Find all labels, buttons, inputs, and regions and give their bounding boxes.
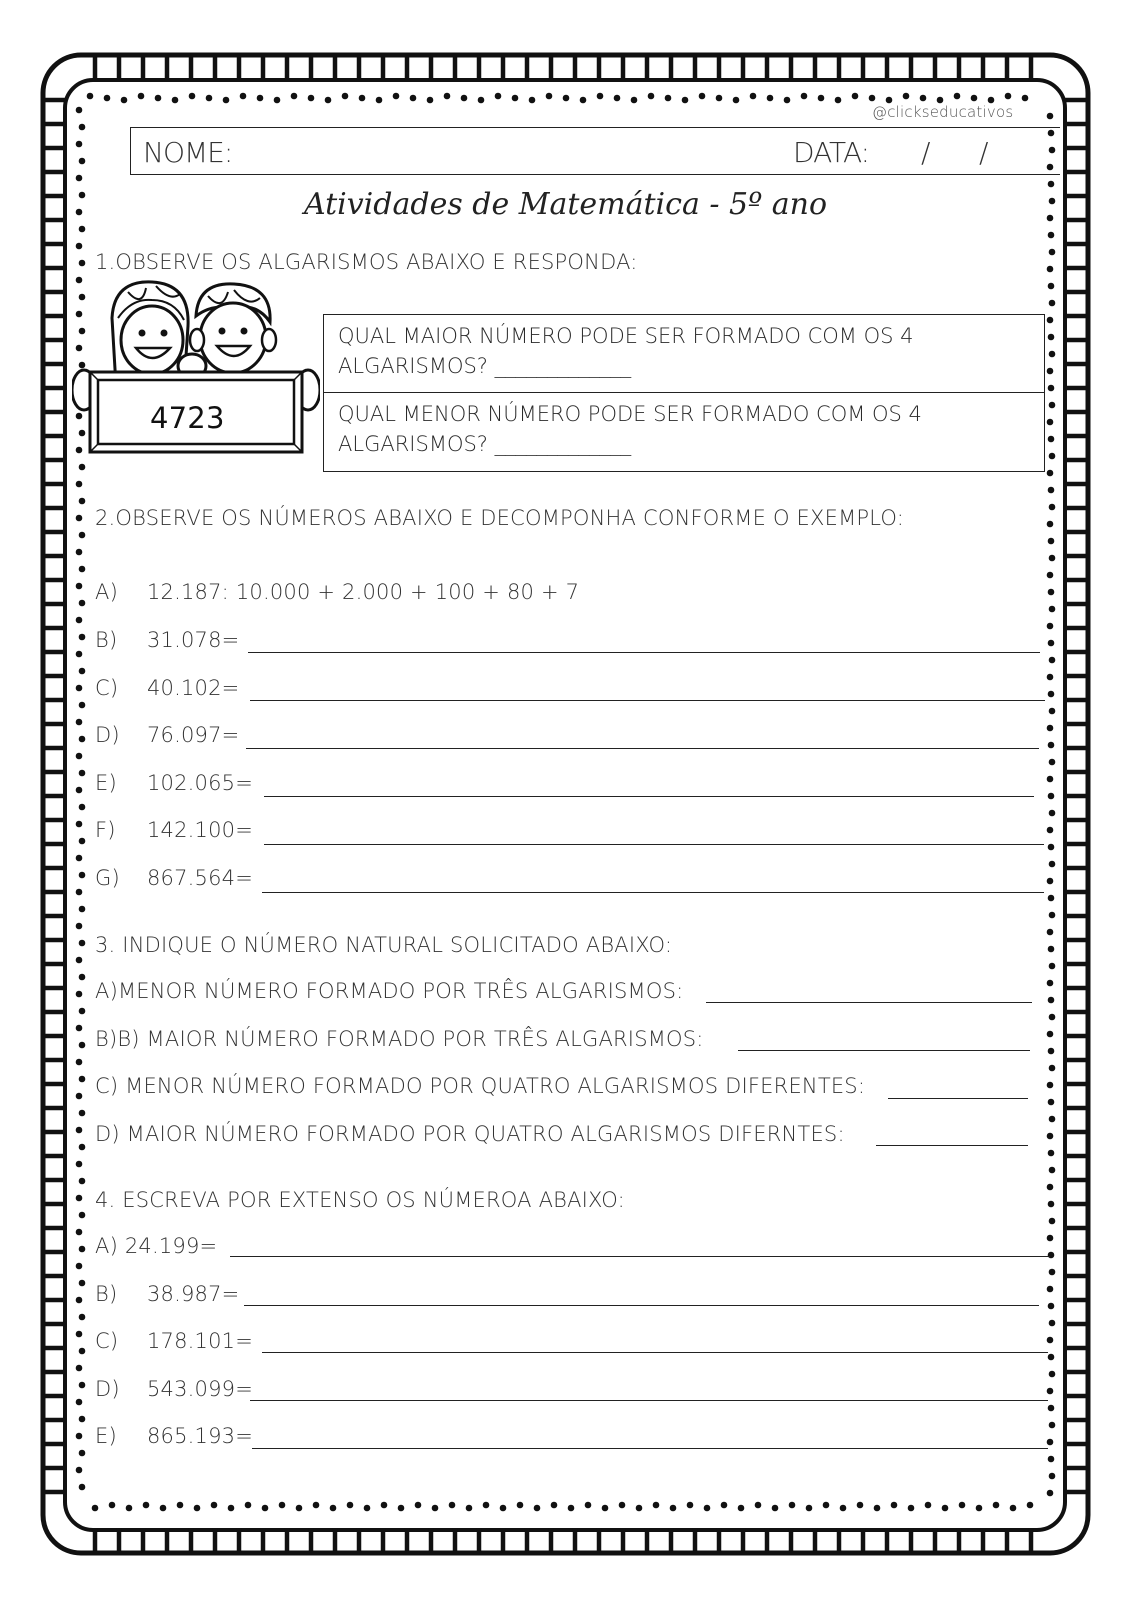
q3-item-a: A)MENOR NÚMERO FORMADO POR TRÊS ALGARISMOS: (95, 979, 684, 1003)
answer-line[interactable] (264, 844, 1044, 845)
answer-line[interactable] (262, 892, 1044, 893)
answer-line[interactable] (264, 796, 1034, 797)
item-text: 12.187: 10.000 + 2.000 + 100 + 80 + 7 (147, 580, 580, 604)
answer-line[interactable] (230, 1256, 1050, 1257)
date-separator: / (979, 136, 989, 169)
name-date-box (130, 127, 1060, 175)
q4-item-a: A) 24.199= (95, 1234, 218, 1258)
q2-item-c (95, 676, 239, 700)
answer-line[interactable] (888, 1098, 1028, 1099)
answer-line[interactable] (262, 1352, 1048, 1353)
answer-line[interactable] (738, 1050, 1030, 1051)
item-text: 40.102= (147, 676, 240, 700)
item-text: 31.078= (147, 628, 240, 652)
q4-item-c (95, 1329, 253, 1353)
q2-item-b (95, 628, 239, 652)
item-label: E) (95, 771, 117, 795)
item-label: B) (95, 628, 118, 652)
item-text: 102.065= (147, 771, 254, 795)
answer-line[interactable] (706, 1002, 1032, 1003)
q3-item-c: C) MENOR NÚMERO FORMADO POR QUATRO ALGARISMOS DIFERENTES: (95, 1074, 866, 1098)
page-title: Atividades de Matemática - 5º ano (303, 187, 828, 222)
q1-question-largest (324, 315, 1044, 393)
q3-heading: 3. INDIQUE O NÚMERO NATURAL SOLICITADO ABAIXO: (95, 933, 673, 957)
item-text: 865.193= (147, 1424, 254, 1448)
answer-line[interactable] (246, 748, 1039, 749)
question-line: QUAL MAIOR NÚMERO PODE SER FORMADO COM OS 4 (338, 324, 914, 348)
item-label: D) (95, 1377, 120, 1401)
answer-line[interactable] (244, 1305, 1039, 1306)
q4-item-d (95, 1377, 253, 1401)
item-label: F) (95, 818, 116, 842)
item-label: E) (95, 1424, 117, 1448)
question-line[interactable]: ALGARISMOS? _____________ (338, 354, 632, 378)
q1-question-box (323, 314, 1045, 472)
item-text: 543.099= (147, 1377, 254, 1401)
q2-item-f (95, 818, 253, 842)
q2-heading: 2.OBSERVE OS NÚMEROS ABAIXO E DECOMPONHA CONFORME O EXEMPLO: (95, 506, 905, 530)
item-text: 38.987= (147, 1282, 240, 1306)
item-label: C) (95, 676, 119, 700)
date-label: DATA: (793, 136, 870, 169)
answer-line[interactable] (250, 700, 1045, 701)
item-label: A) (95, 580, 118, 604)
q4-heading: 4. ESCREVA POR EXTENSO OS NÚMEROA ABAIXO: (95, 1188, 625, 1212)
item-label: B) (95, 1282, 118, 1306)
item-text: 178.101= (147, 1329, 254, 1353)
answer-line[interactable] (248, 652, 1040, 653)
answer-line[interactable] (876, 1145, 1028, 1146)
item-label: C) (95, 1329, 119, 1353)
item-label: D) (95, 723, 120, 747)
q1-heading: 1.OBSERVE OS ALGARISMOS ABAIXO E RESPONDA: (95, 250, 638, 274)
q2-item-a (95, 580, 579, 604)
item-text: 76.097= (147, 723, 240, 747)
q2-item-g (95, 866, 253, 890)
q3-item-d: D) MAIOR NÚMERO FORMADO POR QUATRO ALGARISMOS DIFERNTES: (95, 1122, 845, 1146)
answer-line[interactable] (252, 1448, 1048, 1449)
item-label: G) (95, 866, 120, 890)
item-text: 867.564= (147, 866, 254, 890)
date-separator: / (921, 136, 931, 169)
q4-item-e (95, 1424, 253, 1448)
answer-line[interactable] (250, 1400, 1048, 1401)
question-line: QUAL MENOR NÚMERO PODE SER FORMADO COM OS 4 (338, 402, 922, 426)
sign-number: 4723 (150, 401, 225, 435)
name-label: NOME: (143, 136, 233, 169)
q2-item-d (95, 723, 239, 747)
watermark-handle: @clickseducativos (872, 103, 1014, 121)
q3-item-b: B)B) MAIOR NÚMERO FORMADO POR TRÊS ALGARISMOS: (95, 1027, 704, 1051)
q2-item-e (95, 771, 253, 795)
q4-item-b (95, 1282, 239, 1306)
item-text: 142.100= (147, 818, 254, 842)
q1-question-smallest (324, 393, 1044, 471)
question-line[interactable]: ALGARISMOS? _____________ (338, 432, 632, 456)
